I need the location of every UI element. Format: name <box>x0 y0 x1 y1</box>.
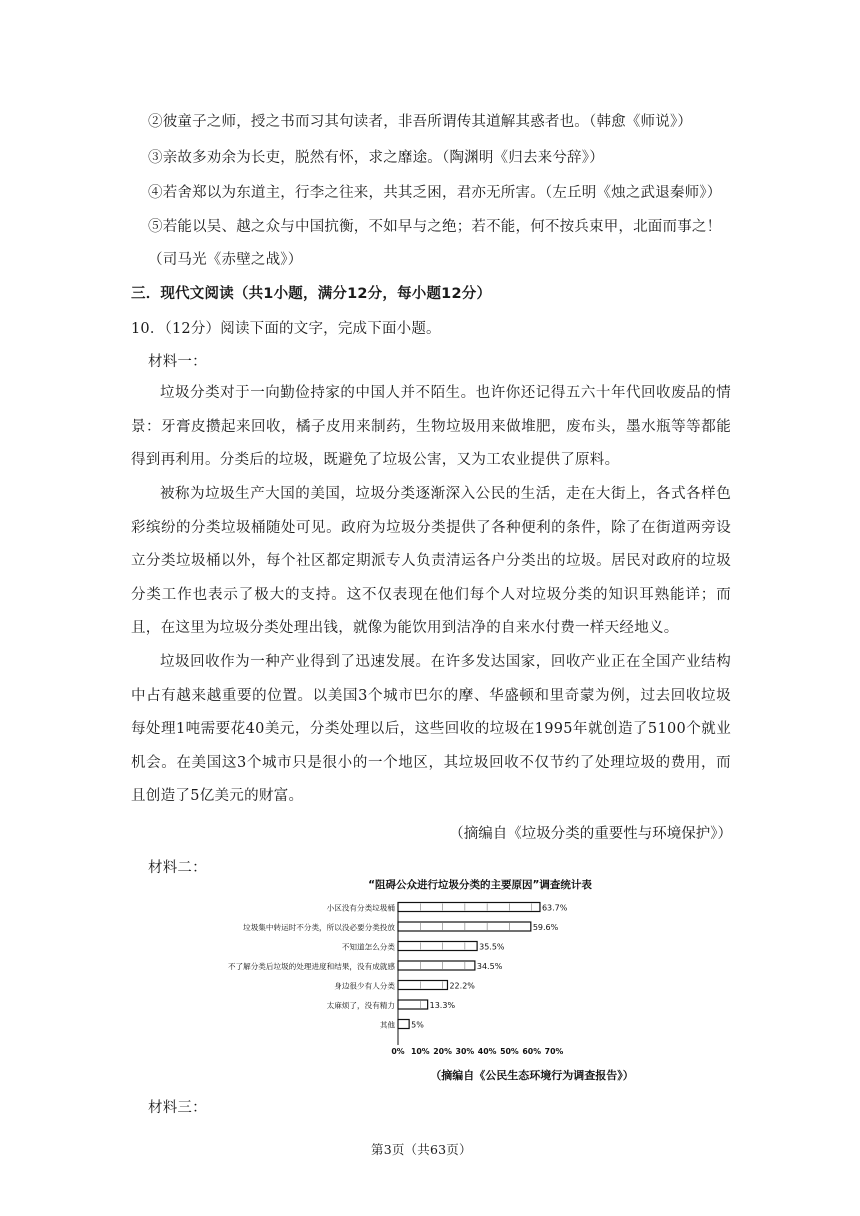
bar <box>398 961 475 970</box>
bar <box>398 922 531 931</box>
bar-category-label: 不知道怎么分类 <box>341 942 395 952</box>
quote-4: ④若舍郑以为东道主，行李之往来，共其乏困，君亦无所害。（左丘明《烛之武退秦师》） <box>148 185 722 201</box>
quote-5-source: （司马光《赤壁之战》） <box>148 252 303 268</box>
material-1-paragraph-2: 被称为垃圾生产大国的美国，垃圾分类逐渐深入公民的生活，走在大街上，各式各样色彩缤纷的分类垃圾桶随处可见。政府为垃圾分类提供了各种便利的条件，除了在街道两旁设立分类垃圾桶以外，每个社区都定期派专人负责清运各户分类出的垃圾。居民对政府的垃圾分类工作也表示了极大的支持。这不仅表现在他们每个人对垃圾分类的知识耳熟能详；而且，在这里为垃圾分类处理出钱，就像为能饮用到洁净的自来水付费一样天经地义。 <box>131 486 731 636</box>
bar-category-label: 太麻烦了，没有精力 <box>326 1001 395 1010</box>
bar-category-label: 其他 <box>379 1020 395 1030</box>
bar-category-label: 垃圾集中转运时不分类，所以没必要分类投放 <box>243 923 395 932</box>
material-1-paragraph-3: 垃圾回收作为一种产业得到了迅速发展。在许多发达国家，回收产业正在全国产业结构中占有越来越重要的位置。以美国3个城市巴尔的摩、华盛顿和里奇蒙为例，过去回收垃圾每处理1吨需要花40美元，分类处理以后，这些回收的垃圾在1995年就创造了5100个就业机会。在美国这3个城市只是很小的一个地区，其垃圾回收不仅节约了处理垃圾的费用，而且创造了5亿美元的财富。 <box>131 654 731 804</box>
survey-bar-chart <box>227 875 680 1090</box>
bar-value-label: 35.5% <box>479 942 505 952</box>
bar-value-label: 59.6% <box>532 923 559 932</box>
bar <box>398 942 477 951</box>
x-tick-label: 10% <box>410 1047 430 1056</box>
bar-value-label: 63.7% <box>541 903 568 913</box>
chart-title: “阻碍公众进行垃圾分类的主要原因”调查统计表 <box>368 879 592 891</box>
bar <box>398 1000 428 1009</box>
bar-category-label: 不了解分类后垃圾的处理进度和结果，没有成就感 <box>227 962 395 971</box>
x-tick-label: 0% <box>391 1047 405 1056</box>
material-1-label: 材料一： <box>148 354 207 370</box>
x-tick-label: 20% <box>433 1047 452 1056</box>
bar-category-label: 小区没有分类垃圾桶 <box>326 903 395 913</box>
x-tick-label: 30% <box>455 1047 475 1056</box>
bar-category-label: 身边很少有人分类 <box>334 981 395 991</box>
bar-value-label: 5% <box>411 1020 424 1030</box>
chart-source: （摘编自《公民生态环境行为调查报告》） <box>430 1069 634 1082</box>
question-10: 10．（12分）阅读下面的文字，完成下面小题。 <box>131 321 441 337</box>
section-heading: 三．现代文阅读（共1小题，满分12分，每小题12分） <box>131 286 492 302</box>
quote-5: ⑤若能以吴、越之众与中国抗衡，不如早与之绝；若不能，何不按兵束甲，北面而事之！ <box>148 219 722 235</box>
bar <box>398 981 447 990</box>
material-1-source: （摘编自《垃圾分类的重要性与环境保护》） <box>449 826 732 842</box>
material-3-label: 材料三： <box>148 1100 207 1116</box>
bar-value-label: 22.2% <box>449 981 475 991</box>
bar <box>398 1020 409 1029</box>
x-tick-label: 60% <box>522 1047 542 1056</box>
x-tick-label: 50% <box>500 1047 519 1056</box>
x-tick-label: 40% <box>477 1047 497 1056</box>
material-2-label: 材料二： <box>148 860 207 876</box>
quote-3: ③亲故多劝余为长吏，脱然有怀，求之靡途。（陶渊明《归去来兮辞》） <box>148 150 604 166</box>
quote-2: ②彼童子之师，授之书而习其句读者，非吾所谓传其道解其惑者也。（韩愈《师说》） <box>148 114 693 130</box>
bar-value-label: 34.5% <box>476 962 503 971</box>
x-tick-label: 70% <box>544 1047 564 1056</box>
material-1-paragraph-1: 垃圾分类对于一向勤俭持家的中国人并不陌生。也许你还记得五六十年代回收废品的情景：牙膏皮攒起来回收，橘子皮用来制药，生物垃圾用来做堆肥，废布头，墨水瓶等等都能得到再利用。分类后的垃圾，既避免了垃圾公害，又为工农业提供了原料。 <box>131 385 731 468</box>
bar-value-label: 13.3% <box>429 1001 456 1010</box>
page-footer: 第3页（共63页） <box>371 1142 472 1157</box>
bar <box>398 903 540 912</box>
